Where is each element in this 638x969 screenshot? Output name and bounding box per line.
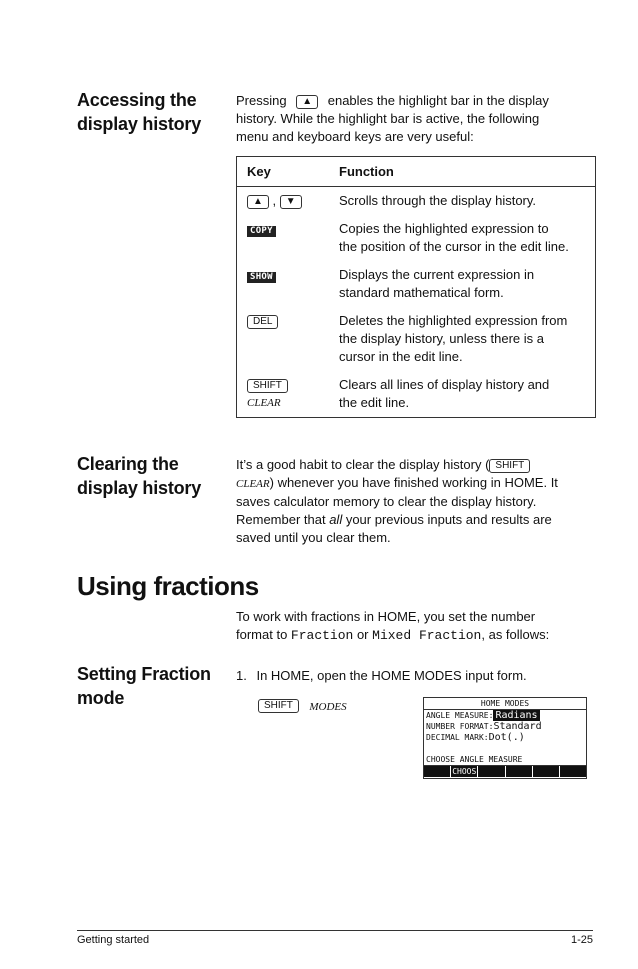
shift-key-icon: SHIFT [258, 699, 299, 713]
key-function-table [236, 156, 596, 418]
step-text: In HOME, open the HOME MODES input form. [256, 668, 527, 683]
screen-value-selected: Radians [495, 710, 538, 721]
step-1 [236, 667, 606, 685]
paragraph-line: saved until you clear them. [236, 530, 391, 545]
shift-key-icon: SHIFT [489, 459, 530, 473]
section-title-line: Setting Fraction [77, 664, 211, 684]
fractions-intro [236, 608, 606, 645]
paragraph-line: format to Fraction or Mixed Fraction, as follows: [236, 627, 550, 643]
down-arrow-key-icon: ▼ [280, 195, 302, 209]
screen-softkey-bar [424, 766, 586, 777]
softkey [533, 766, 560, 777]
softkey [424, 766, 451, 777]
key-cell [237, 307, 329, 371]
footer-rule [77, 930, 593, 931]
paragraph-line: history. While the highlight bar is active, the following [236, 111, 540, 126]
screen-prompt: CHOOSE ANGLE MEASURE [424, 754, 586, 766]
function-cell: Displays the current expression in standard mathematical form. [339, 267, 535, 300]
table-row [237, 187, 595, 216]
header-function: Function [329, 157, 595, 187]
function-table [237, 157, 595, 417]
paragraph-line: Remember that all your previous inputs and results are [236, 512, 552, 527]
up-arrow-key-icon: ▲ [296, 95, 318, 109]
table-header-row [237, 157, 595, 187]
section-title-accessing [77, 88, 201, 136]
paragraph-line: CLEAR) whenever you have finished working in HOME. It [236, 475, 558, 490]
key-cell [237, 261, 329, 307]
show-softkey-icon: SHOW [247, 272, 276, 283]
paragraph-line: Pressing ▲ enables the highlight bar in the display [236, 93, 549, 108]
clearing-paragraph [236, 456, 596, 547]
table-row [237, 261, 595, 307]
calculator-screen [423, 697, 587, 779]
table-row [237, 215, 595, 261]
header-key: Key [237, 157, 329, 187]
key-cell [237, 215, 329, 261]
modes-key-label: MODES [309, 701, 347, 713]
accessing-paragraph [236, 92, 596, 146]
screen-title: HOME MODES [424, 698, 586, 710]
section-title-line: display history [77, 114, 202, 134]
screen-row-decimal-mark: DECIMAL MARK:Dot(.) [426, 732, 525, 743]
table-row [237, 307, 595, 371]
copy-softkey-icon: COPY [247, 226, 276, 237]
page-heading: Using fractions [77, 571, 259, 601]
choose-softkey: CHOOS [451, 766, 478, 777]
clear-key-label: CLEAR [247, 397, 281, 409]
softkey [478, 766, 505, 777]
screen-row-number-format: NUMBER FORMAT:Standard [426, 721, 542, 732]
function-cell: Deletes the highlighted expression from the display history, unless there is a cursor in the edit line. [339, 313, 568, 364]
function-cell: Copies the highlighted expression to the position of the cursor in the edit line. [339, 221, 569, 254]
key-cell: ▲ , ▼ [237, 187, 329, 216]
section-title-line: display history [77, 478, 202, 498]
section-title-fraction-mode [77, 662, 211, 710]
softkey [560, 766, 586, 777]
screen-blank-row [424, 743, 586, 754]
function-cell: Scrolls through the display history. [339, 193, 537, 208]
function-cell: Clears all lines of display history and the edit line. [339, 377, 550, 410]
key-cell [237, 371, 329, 417]
paragraph-line: It’s a good habit to clear the display history ( SHIFT [236, 456, 596, 474]
page-number: 1-25 [570, 934, 593, 946]
section-title-clearing [77, 452, 201, 500]
softkey [506, 766, 533, 777]
section-title-line: mode [77, 688, 125, 708]
step-number: 1. [236, 668, 247, 683]
step-1-keystrokes [258, 697, 347, 715]
up-arrow-key-icon: ▲ [247, 195, 269, 209]
footer-left: Getting started [77, 934, 150, 946]
del-key-icon: DEL [247, 315, 278, 329]
shift-key-icon: SHIFT [247, 379, 288, 393]
paragraph-line: saves calculator memory to clear the display history. [236, 494, 537, 509]
section-title-line: Clearing the [77, 454, 179, 474]
paragraph-line: menu and keyboard keys are very useful: [236, 129, 474, 144]
screen-row-angle: ANGLE MEASURE: Radians [426, 710, 538, 721]
paragraph-line: To work with fractions in HOME, you set the number [236, 609, 536, 624]
section-title-line: Accessing the [77, 90, 197, 110]
table-row [237, 371, 595, 417]
